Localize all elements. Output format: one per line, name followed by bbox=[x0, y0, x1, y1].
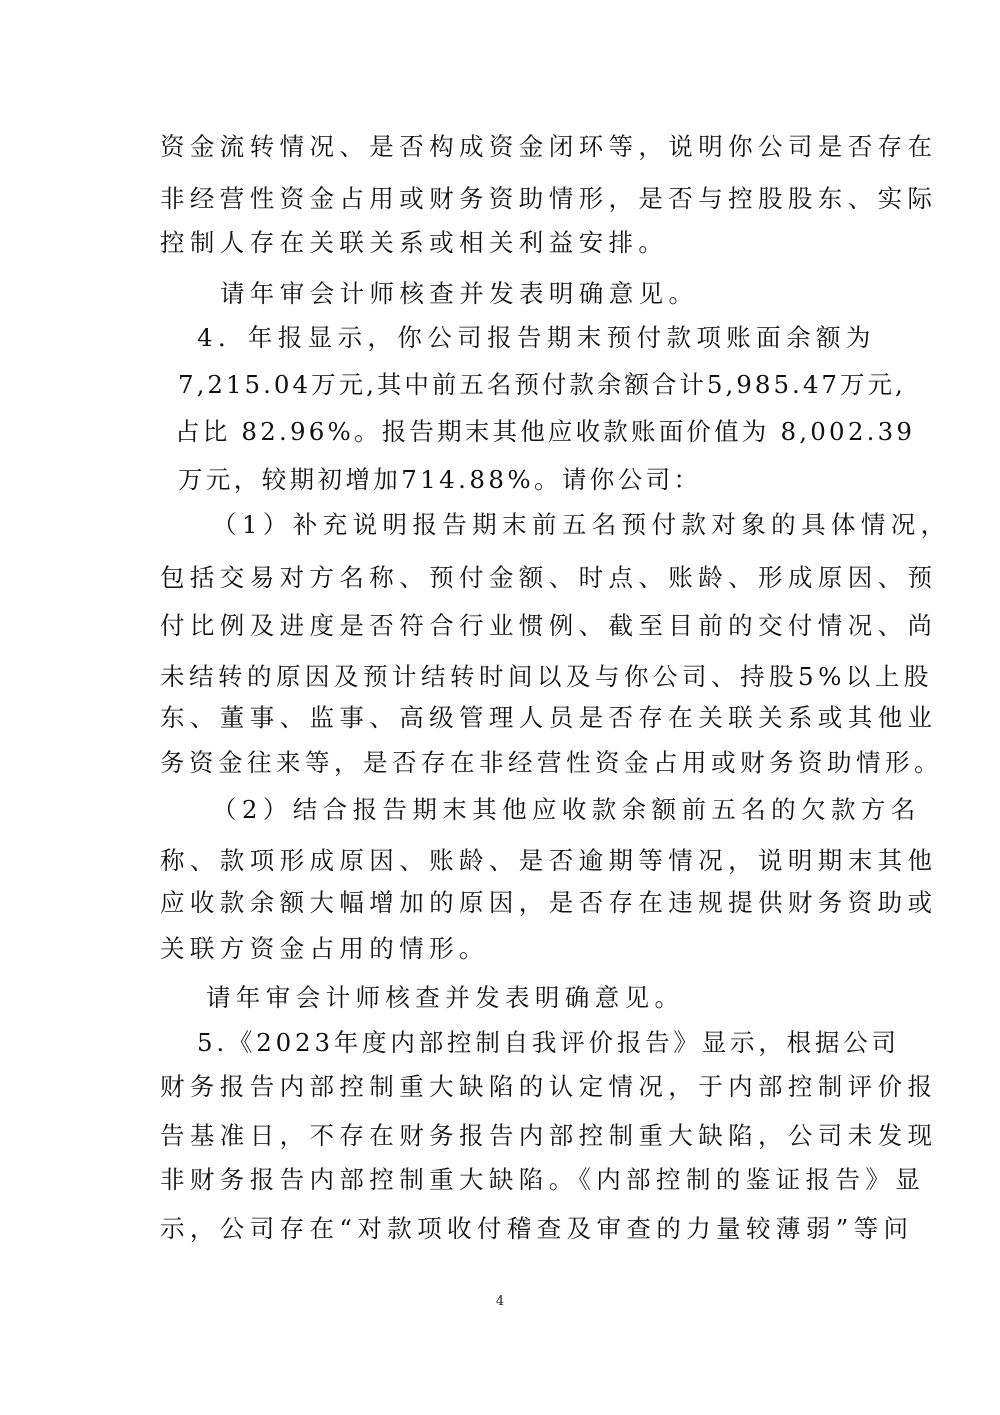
text-line: 未结转的原因及预计结转时间以及与你公司、持股5%以上股 bbox=[160, 662, 933, 691]
text-line: 占比 82.96%。报告期末其他应收款账面价值为 8,002.39 bbox=[175, 417, 916, 446]
page-number: 4 bbox=[495, 1294, 505, 1309]
text-line: （1）补充说明报告期末前五名预付款对象的具体情况， bbox=[212, 510, 951, 539]
text-line: 应收款余额大幅增加的原因，是否存在违规提供财务资助或 bbox=[160, 888, 938, 917]
text-line: 付比例及进度是否符合行业惯例、截至目前的交付情况、尚 bbox=[160, 611, 938, 640]
text-line: 东、董事、监事、高级管理人员是否存在关联关系或其他业 bbox=[160, 703, 938, 732]
text-line: 非经营性资金占用或财务资助情形，是否与控股股东、实际 bbox=[160, 184, 938, 213]
text-line: 请年审会计师核查并发表明确意见。 bbox=[220, 279, 699, 308]
text-line: 请年审会计师核查并发表明确意见。 bbox=[206, 983, 685, 1012]
text-line: 务资金往来等，是否存在非经营性资金占用或财务资助情形。 bbox=[160, 748, 943, 777]
text-line: 5.《2023年度内部控制自我评价报告》显示，根据公司 bbox=[197, 1028, 900, 1057]
text-line: 包括交易对方名称、预付金额、时点、账龄、形成原因、预 bbox=[160, 563, 938, 592]
text-line: 财务报告内部控制重大缺陷的认定情况，于内部控制评价报 bbox=[160, 1072, 938, 1101]
text-line: 7,215.04万元,其中前五名预付款余额合计5,985.47万元, bbox=[178, 370, 906, 399]
text-line: 关联方资金占用的情形。 bbox=[160, 934, 489, 963]
text-line: 资金流转情况、是否构成资金闭环等，说明你公司是否存在 bbox=[160, 132, 938, 161]
text-line: 4．年报显示，你公司报告期末预付款项账面余额为 bbox=[197, 323, 876, 352]
text-line: 非财务报告内部控制重大缺陷。《内部控制的鉴证报告》显 bbox=[160, 1165, 926, 1194]
text-line: 控制人存在关联关系或相关利益安排。 bbox=[160, 228, 669, 257]
text-line: 万元，较期初增加714.88%。请你公司： bbox=[178, 465, 702, 494]
text-line: （2）结合报告期末其他应收款余额前五名的欠款方名 bbox=[212, 795, 921, 824]
text-line: 告基准日，不存在财务报告内部控制重大缺陷，公司未发现 bbox=[160, 1121, 938, 1150]
text-line: 称、款项形成原因、账龄、是否逾期等情况，说明期末其他 bbox=[160, 846, 938, 875]
text-line: 示，公司存在“对款项收付稽查及审查的力量较薄弱”等问 bbox=[160, 1214, 914, 1243]
